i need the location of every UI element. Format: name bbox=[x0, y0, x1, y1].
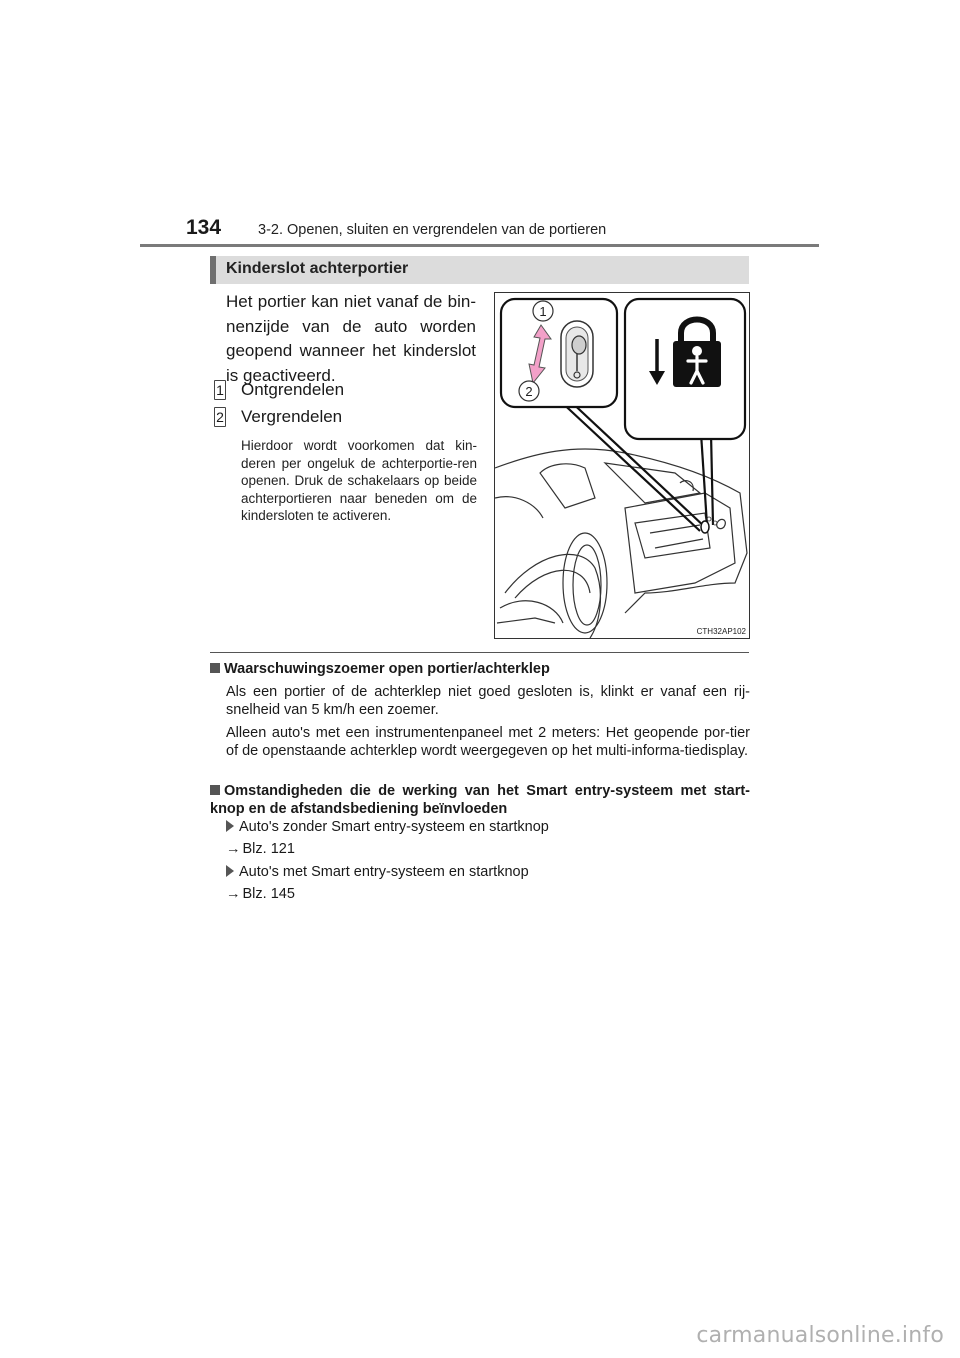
page-number: 134 bbox=[186, 216, 222, 239]
figure-illustration bbox=[495, 293, 751, 640]
figure-child-lock bbox=[494, 292, 750, 639]
intro-text: Het portier kan niet vanaf de bin-nenzijde van de auto worden geopend wanneer het kinderslot is geactiveerd. bbox=[226, 292, 476, 385]
legend-item-unlock bbox=[214, 379, 344, 401]
triangle-bullet-icon bbox=[226, 865, 234, 877]
section-rule bbox=[210, 652, 749, 653]
switch-callout-box bbox=[501, 299, 617, 407]
section-title: Kinderslot achterportier bbox=[226, 260, 409, 277]
callout-2 bbox=[519, 381, 539, 401]
bullet-text: Auto's zonder Smart entry-systeem en startknop bbox=[239, 819, 549, 835]
item-paragraph: Als een portier of de achterklep niet goed gesloten is, klinkt er vanaf een rij-snelheid van 5 km/h een zoemer. bbox=[226, 684, 750, 718]
square-bullet-icon bbox=[210, 663, 220, 673]
square-bullet-icon bbox=[210, 785, 220, 795]
figure-code: CTH32AP102 bbox=[696, 627, 746, 636]
item-paragraph: Alleen auto's met een instrumentenpaneel met 2 meters: Het geopende por-tier of de openstaande achterklep wordt weergegeven op het multi-informa-tiedisplay. bbox=[226, 725, 750, 759]
arrow-right-icon: → bbox=[226, 886, 241, 902]
header-rule bbox=[140, 244, 819, 247]
callout-1 bbox=[533, 301, 553, 321]
bullet-item bbox=[226, 864, 529, 880]
door-lock-marker bbox=[701, 517, 717, 533]
lock-switch-icon bbox=[561, 321, 593, 387]
callout-1-label: 1 bbox=[539, 304, 547, 319]
running-head: 3-2. Openen, sluiten en vergrendelen van de portieren bbox=[258, 222, 607, 238]
item-title-text: Omstandigheden die de werking van het Smart entry-systeem met start-knop en de afstandsbediening beïnvloeden bbox=[210, 783, 750, 817]
bullet-text: Auto's met Smart entry-systeem en startknop bbox=[239, 864, 529, 880]
page-reference-text: Blz. 145 bbox=[242, 886, 295, 902]
legend-number: 1 bbox=[214, 380, 226, 400]
arrow-right-icon: → bbox=[226, 841, 241, 857]
item-title-smart-entry bbox=[210, 782, 750, 818]
item-title-buzzer bbox=[210, 660, 750, 678]
legend-label: Vergrendelen bbox=[241, 407, 343, 426]
item-title-text: Waarschuwingszoemer open portier/achterklep bbox=[224, 661, 550, 677]
page-reference-link[interactable] bbox=[226, 841, 295, 857]
bullet-item bbox=[226, 819, 549, 835]
legend-number: 2 bbox=[214, 407, 226, 427]
section-title-bar bbox=[210, 256, 749, 284]
page-reference-text: Blz. 121 bbox=[242, 841, 295, 857]
page-reference-link[interactable] bbox=[226, 886, 295, 902]
note-text: Hierdoor wordt voorkomen dat kin-deren per ongeluk de achterportie-ren openen. Druk de schakelaars op beide achterportieren naar beneden om de kindersloten te activeren. bbox=[241, 438, 477, 523]
legend-label: Ontgrendelen bbox=[241, 380, 345, 399]
triangle-bullet-icon bbox=[226, 820, 234, 832]
car-illustration bbox=[495, 449, 747, 638]
legend-item-lock bbox=[214, 406, 342, 428]
watermark[interactable]: carmanualsonline.info bbox=[696, 1323, 944, 1348]
callout-2-label: 2 bbox=[525, 384, 533, 399]
